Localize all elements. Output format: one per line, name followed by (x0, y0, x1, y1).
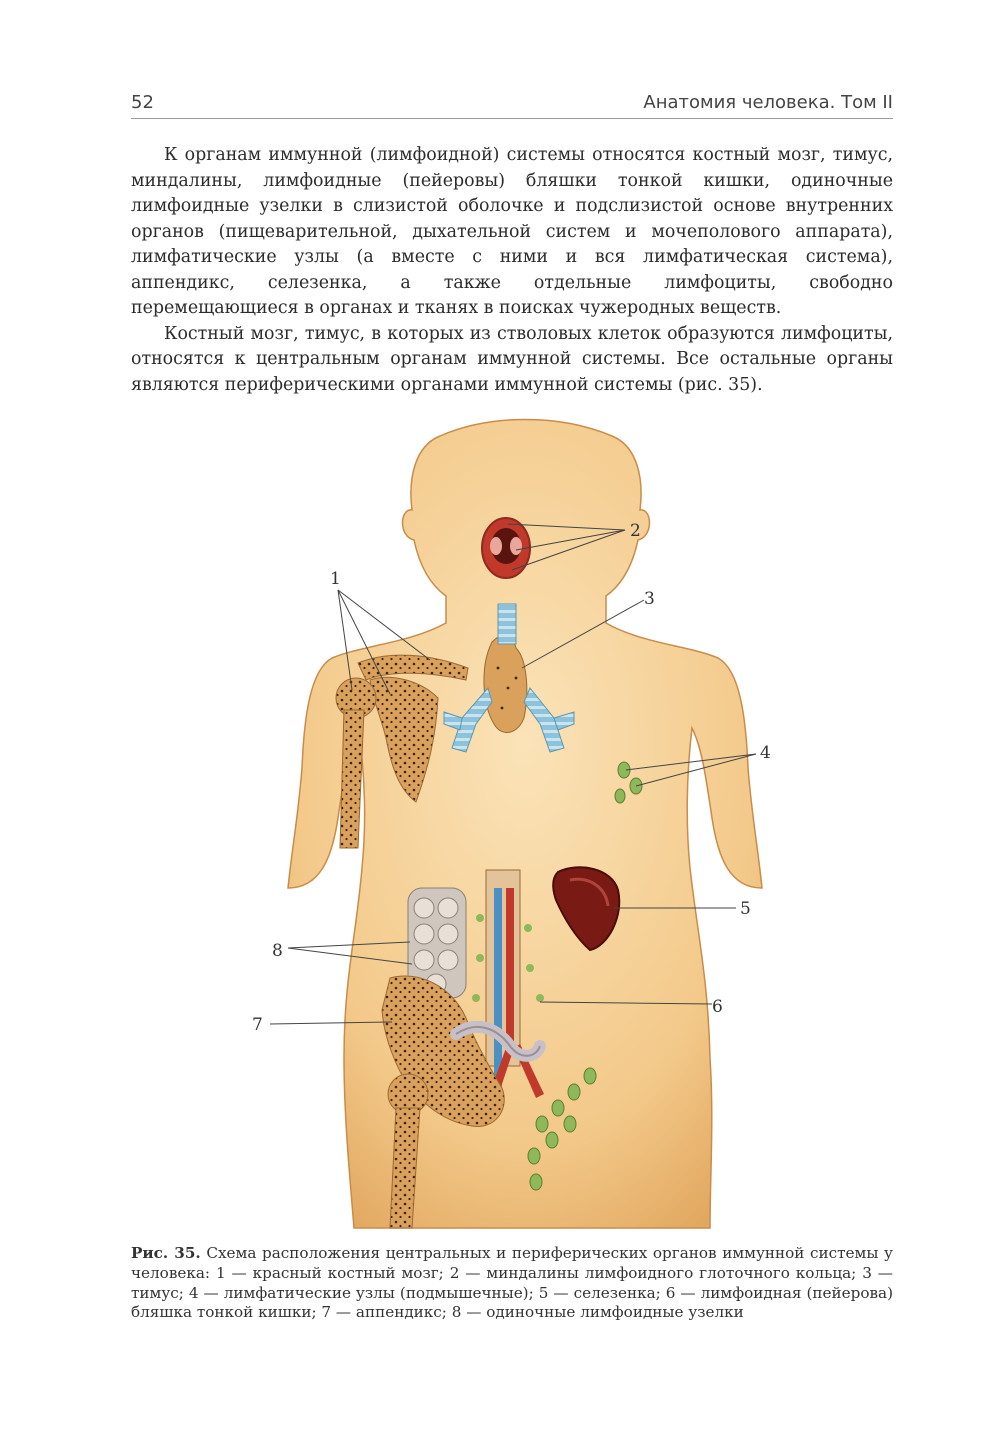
figure-caption (131, 1244, 893, 1323)
figure-label-6: 6 (712, 997, 723, 1017)
tonsils-mouth (482, 518, 530, 578)
caption-label: Рис. 35. (131, 1244, 201, 1262)
figure-label-2: 2 (630, 521, 641, 541)
running-title: Анатомия человека. Том II (643, 92, 893, 113)
page-number: 52 (131, 92, 154, 113)
figure-label-4: 4 (760, 743, 771, 763)
figure-label-5: 5 (740, 899, 751, 919)
figure-immune-system (240, 418, 780, 1238)
anatomy-illustration (240, 418, 780, 1238)
body-text (131, 143, 893, 398)
figure-label-1: 1 (330, 569, 341, 589)
paragraph: Костный мозг, тимус, в которых из стволовых клеток образуются лимфоциты, относятся к центральным органам иммунной системы. Все остальные органы являются периферическими органами иммунной системы (рис. 35). (131, 323, 893, 395)
figure-label-8: 8 (272, 941, 283, 961)
figure-label-3: 3 (644, 589, 655, 609)
figure-label-7: 7 (252, 1015, 263, 1035)
paragraph: К органам иммунной (лимфоидной) системы относятся костный мозг, тимус, миндалины, лимфоидные (пейеровы) бляшки тонкой кишки, одиночные лимфоидные узелки в слизистой оболочке и подслизистой основе внутренних органов (пищеварительной, дыхательной систем и мочеполового аппарата), лимфатические узлы (а вместе с ними и вся лимфатическая система), аппендикс, селезенка, а также отдельные лимфоциты, свободно перемещающиеся в органах и тканях в поисках чужеродных веществ. (131, 145, 893, 318)
caption-text: Схема расположения центральных и периферических органов иммунной системы у человека: 1 — красный костный мозг; 2 — миндалины лимфоидного глоточного кольца; 3 — тимус; 4 — лимфатические узлы (подмышечные); 5 — селезенка; 6 — лимфоидная (пейерова) бляшка тонкой кишки; 7 — аппендикс; 8 — одиночные лимфоидные узелки (131, 1244, 893, 1322)
running-header (131, 88, 893, 119)
